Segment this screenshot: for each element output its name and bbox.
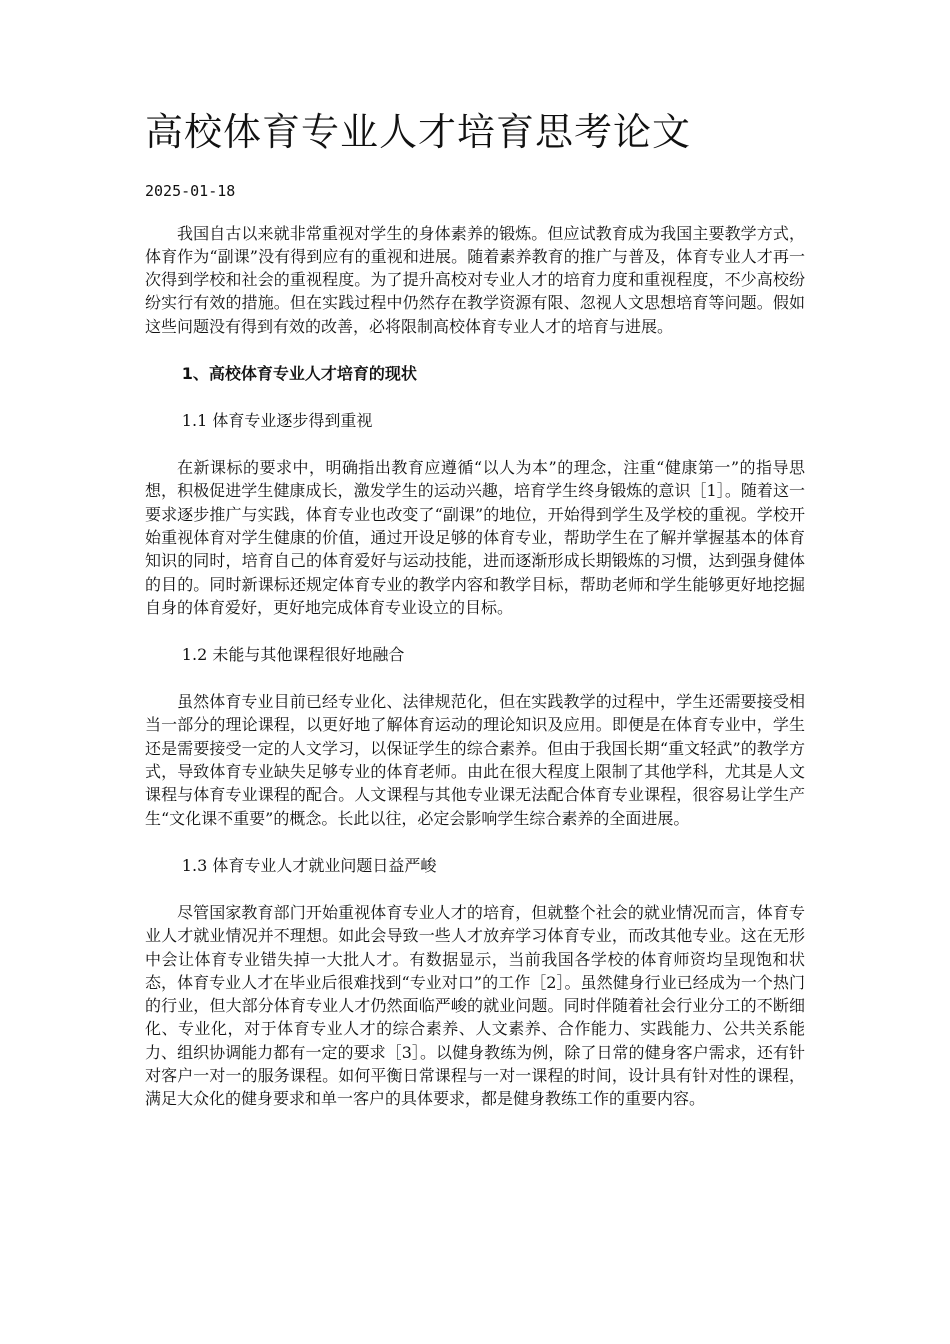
subsection-1-2-paragraph: 虽然体育专业目前已经专业化、法律规范化，但在实践教学的过程中，学生还需要接受相当一部分的理论课程，以更好地了解体育运动的理论知识及应用。即便是在体育专业中，学生还是需要接受一定的人文学习，以保证学生的综合素养。但由于我国长期“重文轻武”的教学方式，导致体育专业缺失足够专业的体育老师。由此在很大程度上限制了其他学科，尤其是人文课程与体育专业课程的配合。人文课程与其他专业课无法配合体育专业课程，很容易让学生产生“文化课不重要”的概念。长此以往，必定会影响学生综合素养的全面进展。 bbox=[145, 692, 805, 828]
subsection-1-1-paragraph: 在新课标的要求中，明确指出教育应遵循“以人为本”的理念，注重“健康第一”的指导思想，积极促进学生健康成长，激发学生的运动兴趣，培育学生终身锻炼的意识［1］。随着这一要求逐步推广与实践，体育专业也改变了“副课”的地位，开始得到学生及学校的重视。学校开始重视体育对学生健康的价值，通过开设足够的体育专业，帮助学生在了解并掌握基本的体育知识的同时，培育自己的体育爱好与运动技能，进而逐渐形成长期锻炼的习惯，达到强身健体的目的。同时新课标还规定体育专业的教学内容和教学目标，帮助老师和学生能够更好地挖掘自身的体育爱好，更好地完成体育专业设立的目标。 bbox=[145, 458, 805, 617]
subsection-1-2-heading: 1.2 未能与其他课程很好地融合 bbox=[181, 645, 405, 665]
section-1-heading: 1、高校体育专业人才培育的现状 bbox=[181, 364, 417, 384]
intro-paragraph: 我国自古以来就非常重视对学生的身体素养的锻炼。但应试教育成为我国主要教学方式，体育作为“副课”没有得到应有的重视和进展。随着素养教育的推广与普及，体育专业人才再一次得到学校和社会的重视程度。为了提升高校对专业人才的培育力度和重视程度，不少高校纷纷实行有效的措施。但在实践过程中仍然存在教学资源有限、忽视人文思想培育等问题。假如这些问题没有得到有效的改善，必将限制高校体育专业人才的培育与进展。 bbox=[145, 223, 805, 336]
subsection-1-1-heading: 1.1 体育专业逐步得到重视 bbox=[181, 411, 373, 431]
document-page bbox=[145, 110, 805, 1135]
publish-date: 2025-01-18 bbox=[145, 181, 236, 200]
subsection-1-3-heading: 1.3 体育专业人才就业问题日益严峻 bbox=[181, 855, 437, 875]
document-title: 高校体育专业人才培育思考论文 bbox=[145, 110, 692, 154]
subsection-1-3-paragraph: 尽管国家教育部门开始重视体育专业人才的培育，但就整个社会的就业情况而言，体育专业人才就业情况并不理想。如此会导致一些人才放弃学习体育专业，而改其他专业。这在无形中会让体育专业错失掉一大批人才。有数据显示，当前我国各学校的体育师资均呈现饱和状态，体育专业人才在毕业后很难找到“专业对口”的工作［2］。虽然健身行业已经成为一个热门的行业，但大部分体育专业人才仍然面临严峻的就业问题。同时伴随着社会行业分工的不断细化、专业化，对于体育专业人才的综合素养、人文素养、合作能力、实践能力、公共关系能力、组织协调能力都有一定的要求［3］。以健身教练为例，除了日常的健身客户需求，还有针对客户一对一的服务课程。如何平衡日常课程与一对一课程的时间，设计具有针对性的课程，满足大众化的健身要求和单一客户的具体要求，都是健身教练工作的重要内容。 bbox=[145, 902, 805, 1109]
